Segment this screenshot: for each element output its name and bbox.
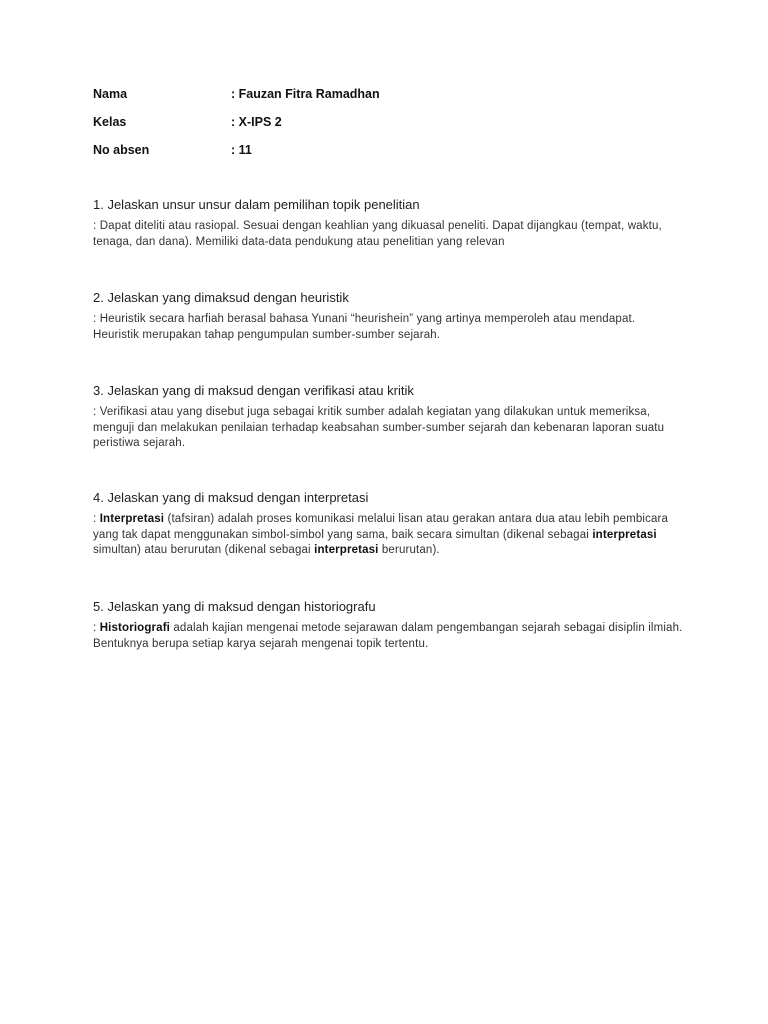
answer-text: : <box>93 622 100 634</box>
question-title: 3. Jelaskan yang di maksud dengan verifikasi atau kritik <box>93 383 414 398</box>
answer-text: : Dapat diteliti atau rasiopal. Sesuai dengan keahlian yang dikuasal peneliti. Dapat dijangkau (tempat, waktu, tenaga, dan dana). Memiliki data-data pendukung atau penelitian yang relevan <box>93 220 662 248</box>
question-title: 4. Jelaskan yang di maksud dengan interpretasi <box>93 490 369 505</box>
student-info <box>93 87 380 171</box>
question-answer <box>93 621 683 652</box>
question-1 <box>93 197 683 250</box>
answer-term: Historiografi <box>99 622 171 634</box>
info-row-nama <box>93 87 380 115</box>
info-value: : 11 <box>231 143 252 157</box>
answer-text: (tafsiran) adalah proses komunikasi melalui lisan atau gerakan antara dua atau lebih pembicara yang tak dapat menggunakan simbol-simbol yang sama, baik secara simultan (dikenal sebagai <box>93 513 669 541</box>
info-value: : Fauzan Fitra Ramadhan <box>231 87 380 101</box>
question-3 <box>93 383 683 452</box>
answer-text: : <box>93 513 100 525</box>
question-answer <box>93 219 683 250</box>
answer-term: interpretasi <box>314 544 379 556</box>
answer-term: interpretasi <box>592 528 657 541</box>
question-answer <box>93 512 683 559</box>
question-title: 5. Jelaskan yang di maksud dengan historiografu <box>93 599 376 614</box>
question-4 <box>93 490 683 559</box>
question-title: 1. Jelaskan unsur unsur dalam pemilihan topik penelitian <box>93 197 420 212</box>
question-title: 2. Jelaskan yang dimaksud dengan heuristik <box>93 290 349 305</box>
info-row-no-absen <box>93 143 380 171</box>
question-answer <box>93 405 683 452</box>
answer-term: Interpretasi <box>99 513 165 525</box>
info-label: Kelas <box>93 115 127 129</box>
answer-text: adalah kajian mengenai metode sejarawan dalam pengembangan sejarah sebagai disiplin ilmiah. Bentuknya berupa setiap karya sejarah mengenai topik tertentu. <box>93 622 683 650</box>
question-5 <box>93 599 683 652</box>
answer-text: : Heuristik secara harfiah berasal bahasa Yunani “heurishein” yang artinya memperoleh atau mendapat. Heuristik merupakan tahap pengumpulan sumber-sumber sejarah. <box>93 313 636 341</box>
answer-text: : Verifikasi atau yang disebut juga sebagai kritik sumber adalah kegiatan yang dilakukan untuk memeriksa, menguji dan melakukan penilaian terhadap keabsahan sumber-sumber sejarah dan kebenaran laporan suatu peristiwa sejarah. <box>93 406 665 449</box>
info-row-kelas <box>93 115 380 143</box>
question-2 <box>93 290 683 343</box>
question-answer <box>93 312 683 343</box>
answer-text: simultan) atau berurutan (dikenal sebagai <box>93 544 315 556</box>
answer-text: berurutan). <box>378 544 440 556</box>
info-value: : X-IPS 2 <box>231 115 282 129</box>
info-label: No absen <box>93 143 150 157</box>
info-label: Nama <box>93 87 128 101</box>
